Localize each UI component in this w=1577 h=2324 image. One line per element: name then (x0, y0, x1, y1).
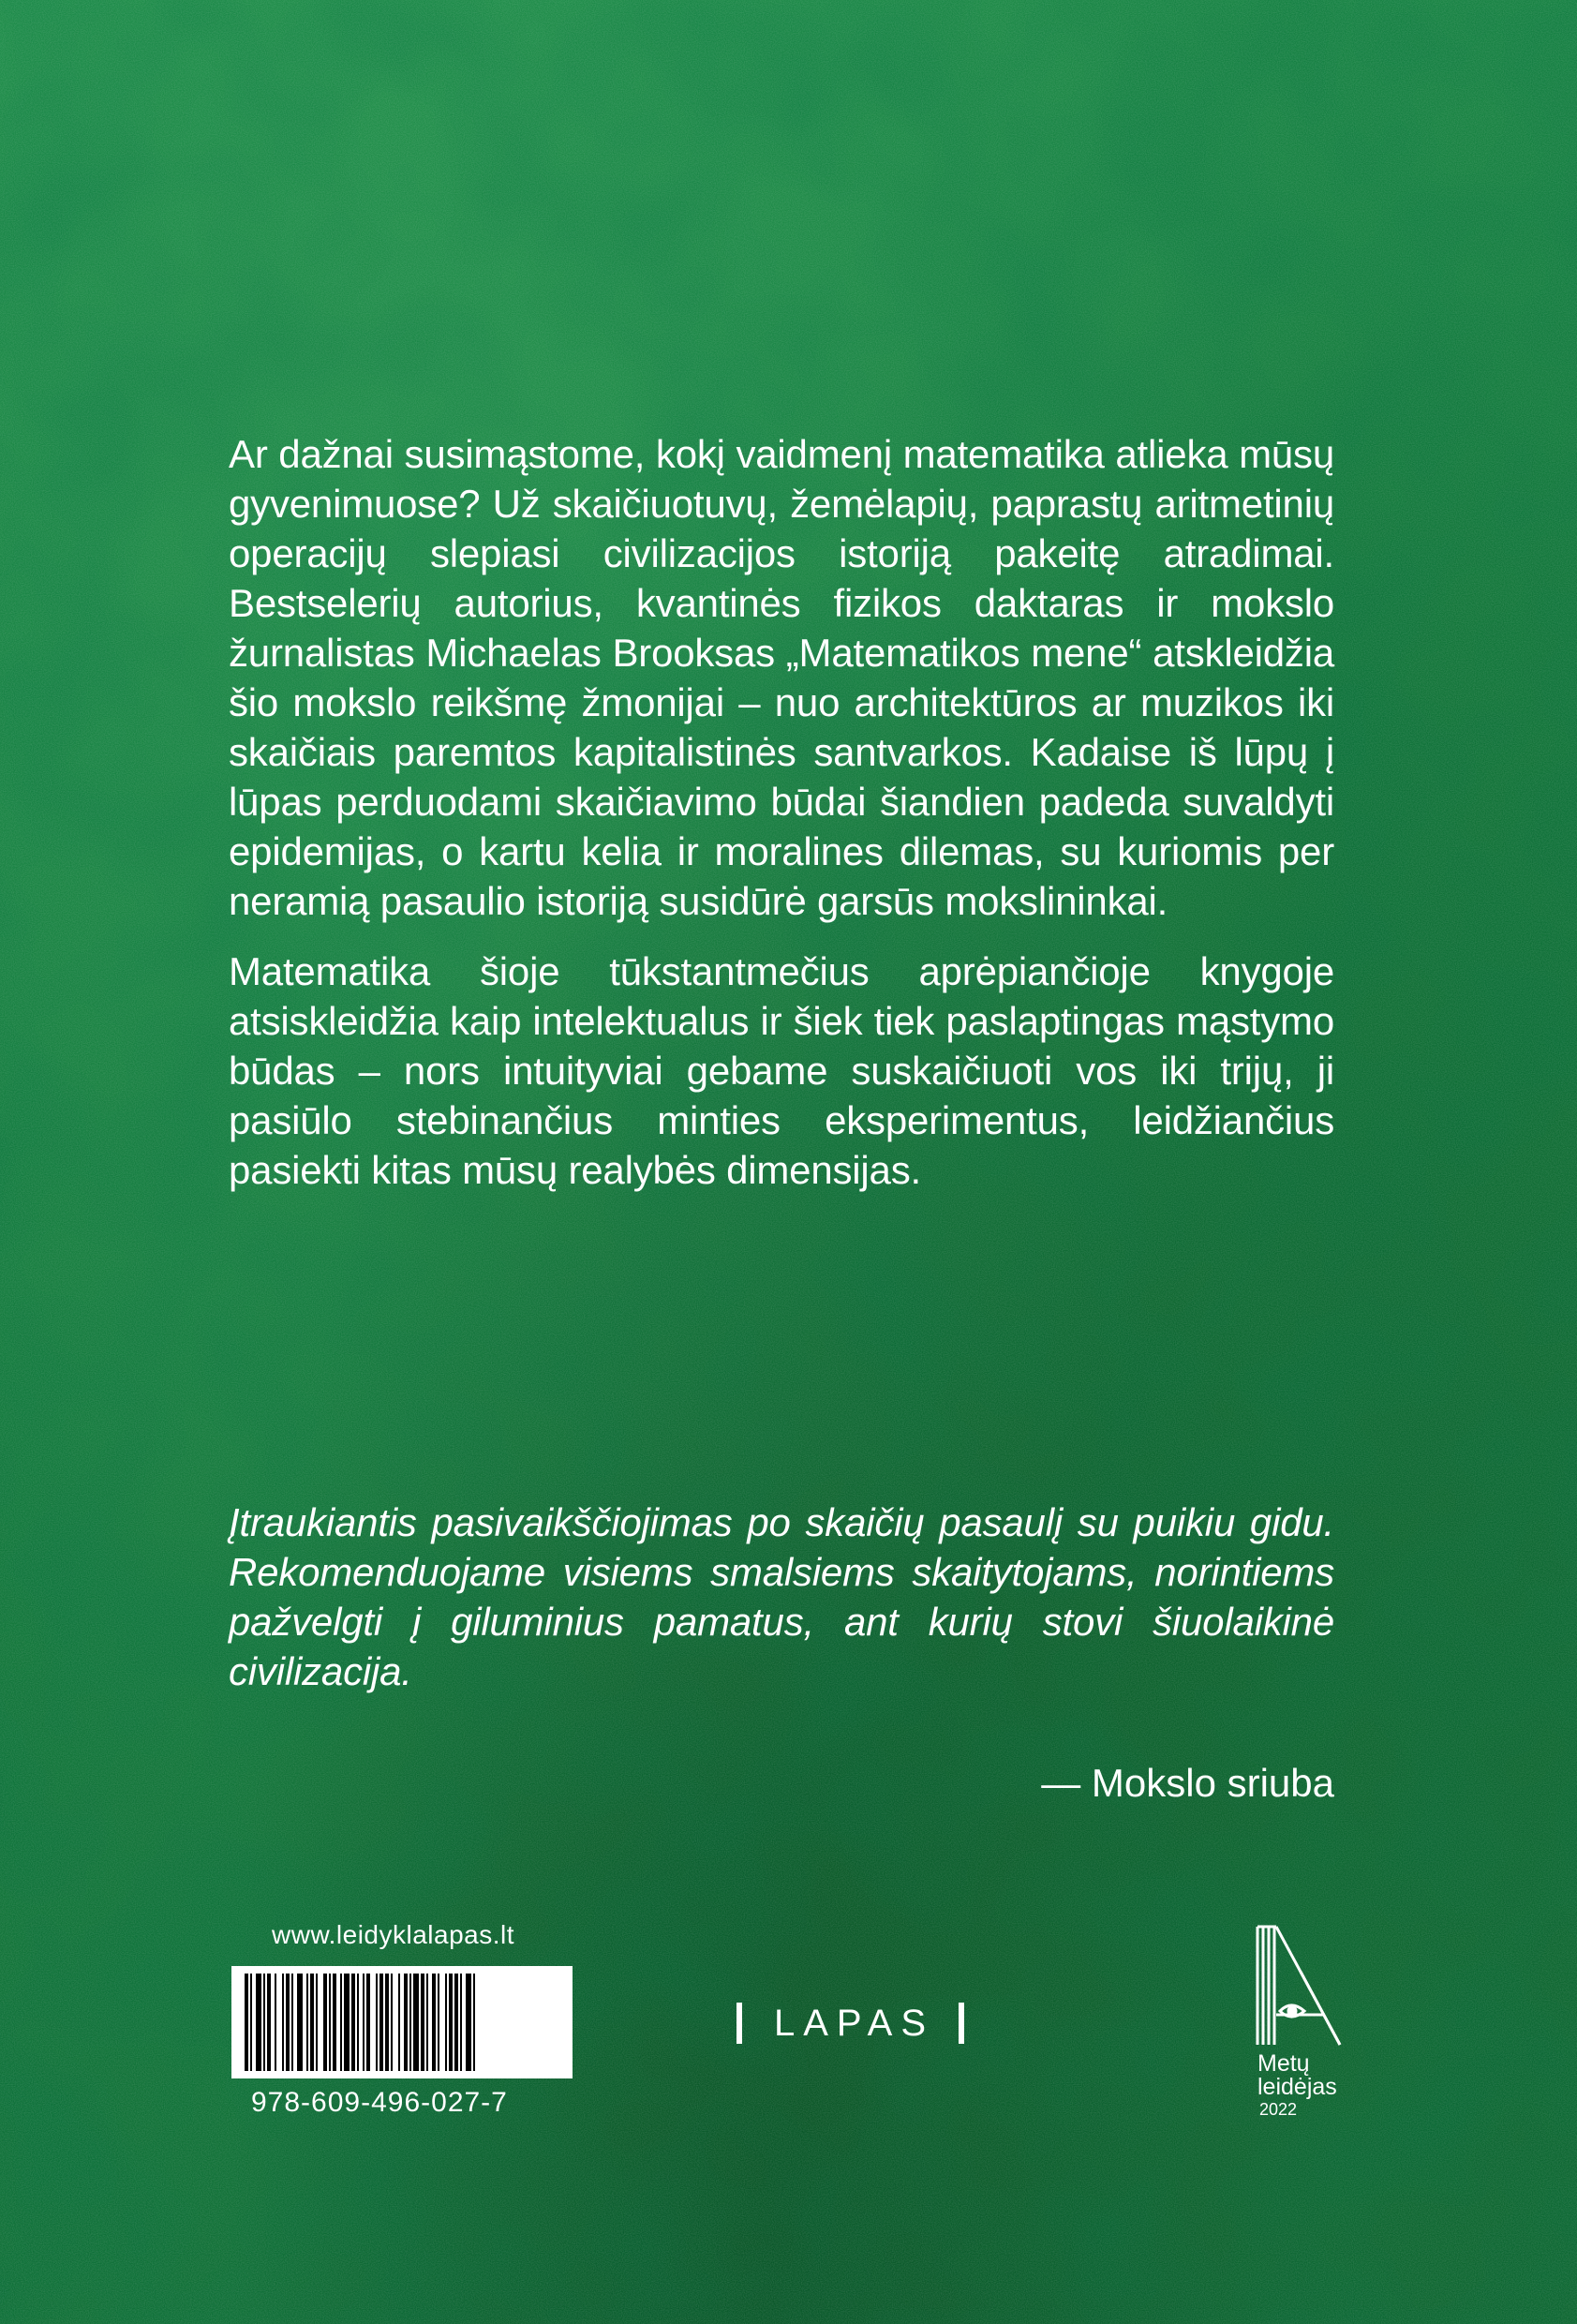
barcode-bar (275, 1974, 276, 2071)
barcode-bar (256, 1974, 261, 2071)
barcode-bar (323, 1974, 327, 2071)
barcode-bar (263, 1974, 265, 2071)
barcode-bar (291, 1974, 293, 2071)
barcode-bar (245, 1974, 248, 2071)
barcode-bar (398, 1974, 400, 2071)
barcode-bars (245, 1974, 559, 2071)
barcode-bar (363, 1974, 364, 2071)
barcode-bar (445, 1974, 447, 2071)
publisher-bar-right (959, 2003, 964, 2044)
barcode-bar (376, 1974, 378, 2071)
award-badge (1235, 1925, 1357, 2120)
barcode-bar (409, 1974, 411, 2071)
award-label-line2: leidėjas (1257, 2074, 1337, 2100)
barcode-bar (449, 1974, 453, 2071)
barcode-bar (385, 1974, 389, 2071)
barcode-bar (286, 1974, 290, 2071)
barcode-bar (316, 1974, 318, 2071)
description-paragraph-1: Ar dažnai susimąstome, kokį vaidmenį matematika atlieka mūsų gyvenimuose? Už skaičiuotuvų, žemėlapių, paprastų aritmetinių operacijų slepiasi civilizacijos istoriją pakeitę atradimai. Bestselerių autorius, kvantinės fizikos daktaras ir mokslo žurnalistas Michaelas Brooksas „Matematikos mene“ atskleidžia šio mokslo reikšmę žmonijai – nuo architektūros ar muzikos iki skaičiais paremtos kapitalistinės santvarkos. Kadaise iš lūpų į lūpas perduodami skaičiavimo būdai šiandien padeda suvaldyti epidemijas, o kartu kelia ir moralines dilemas, su kuriomis per neramią pasaulio istoriją susidūrė garsūs mokslininkai. (229, 432, 1334, 923)
barcode-bar (366, 1974, 370, 2071)
award-year: 2022 (1259, 2100, 1298, 2119)
book-description (229, 429, 1334, 1215)
barcode-bar (267, 1974, 271, 2071)
barcode-bar (426, 1974, 428, 2071)
barcode-bar (340, 1974, 342, 2071)
barcode-bar (329, 1974, 331, 2071)
description-paragraph-2: Matematika šioje tūkstantmečius aprėpiančioje knygoje atsiskleidžia kaip intelektualus ir šiek tiek paslaptingas mąstymo būdas – nors intuityviai gebame suskaičiuoti vos iki trijų, ji pasiūlo stebinančius minties eksperimentus, leidžiančius pasiekti kitas mūsų realybės dimensijas. (229, 949, 1334, 1192)
award-label-line1: Metų (1257, 2050, 1310, 2077)
barcode-bar (333, 1974, 336, 2071)
barcode-bar (379, 1974, 383, 2071)
review-quote: Įtraukiantis pasivaikščiojimas po skaičių pasaulį su puikiu gidu. Rekomenduojame visiems smalsiems skaitytojams, norintiems pažvelgti į giluminius pamatus, ant kurių stovi šiuolaikinė civilizacija. (229, 1500, 1334, 1693)
barcode-bar (432, 1974, 436, 2071)
publisher-website: www.leidyklalapas.lt (272, 1920, 514, 1949)
barcode-bar (466, 1974, 471, 2071)
award-logo-icon (1235, 1925, 1347, 2047)
barcode-bar (438, 1974, 439, 2071)
barcode-bar (357, 1974, 359, 2071)
barcode-bar (306, 1974, 308, 2071)
barcode-bar (404, 1974, 408, 2071)
barcode-bar (454, 1974, 458, 2071)
publisher-logo (736, 2000, 964, 2047)
barcode-bar (391, 1974, 393, 2071)
barcode-bar (297, 1974, 303, 2071)
barcode-bar (344, 1974, 350, 2071)
barcode-bar (460, 1974, 462, 2071)
barcode-bar (282, 1974, 284, 2071)
barcode-bar (473, 1974, 475, 2071)
barcode-bar (351, 1974, 355, 2071)
barcode-bar (250, 1974, 252, 2071)
barcode (231, 1966, 573, 2078)
barcode-bar (310, 1974, 314, 2071)
quote-source: — Mokslo sriuba (1041, 1761, 1334, 1805)
publisher-name: LAPAS (774, 2002, 934, 2044)
isbn-number: 978-609-496-027-7 (251, 2087, 508, 2118)
barcode-bar (421, 1974, 424, 2071)
barcode-bar (413, 1974, 419, 2071)
